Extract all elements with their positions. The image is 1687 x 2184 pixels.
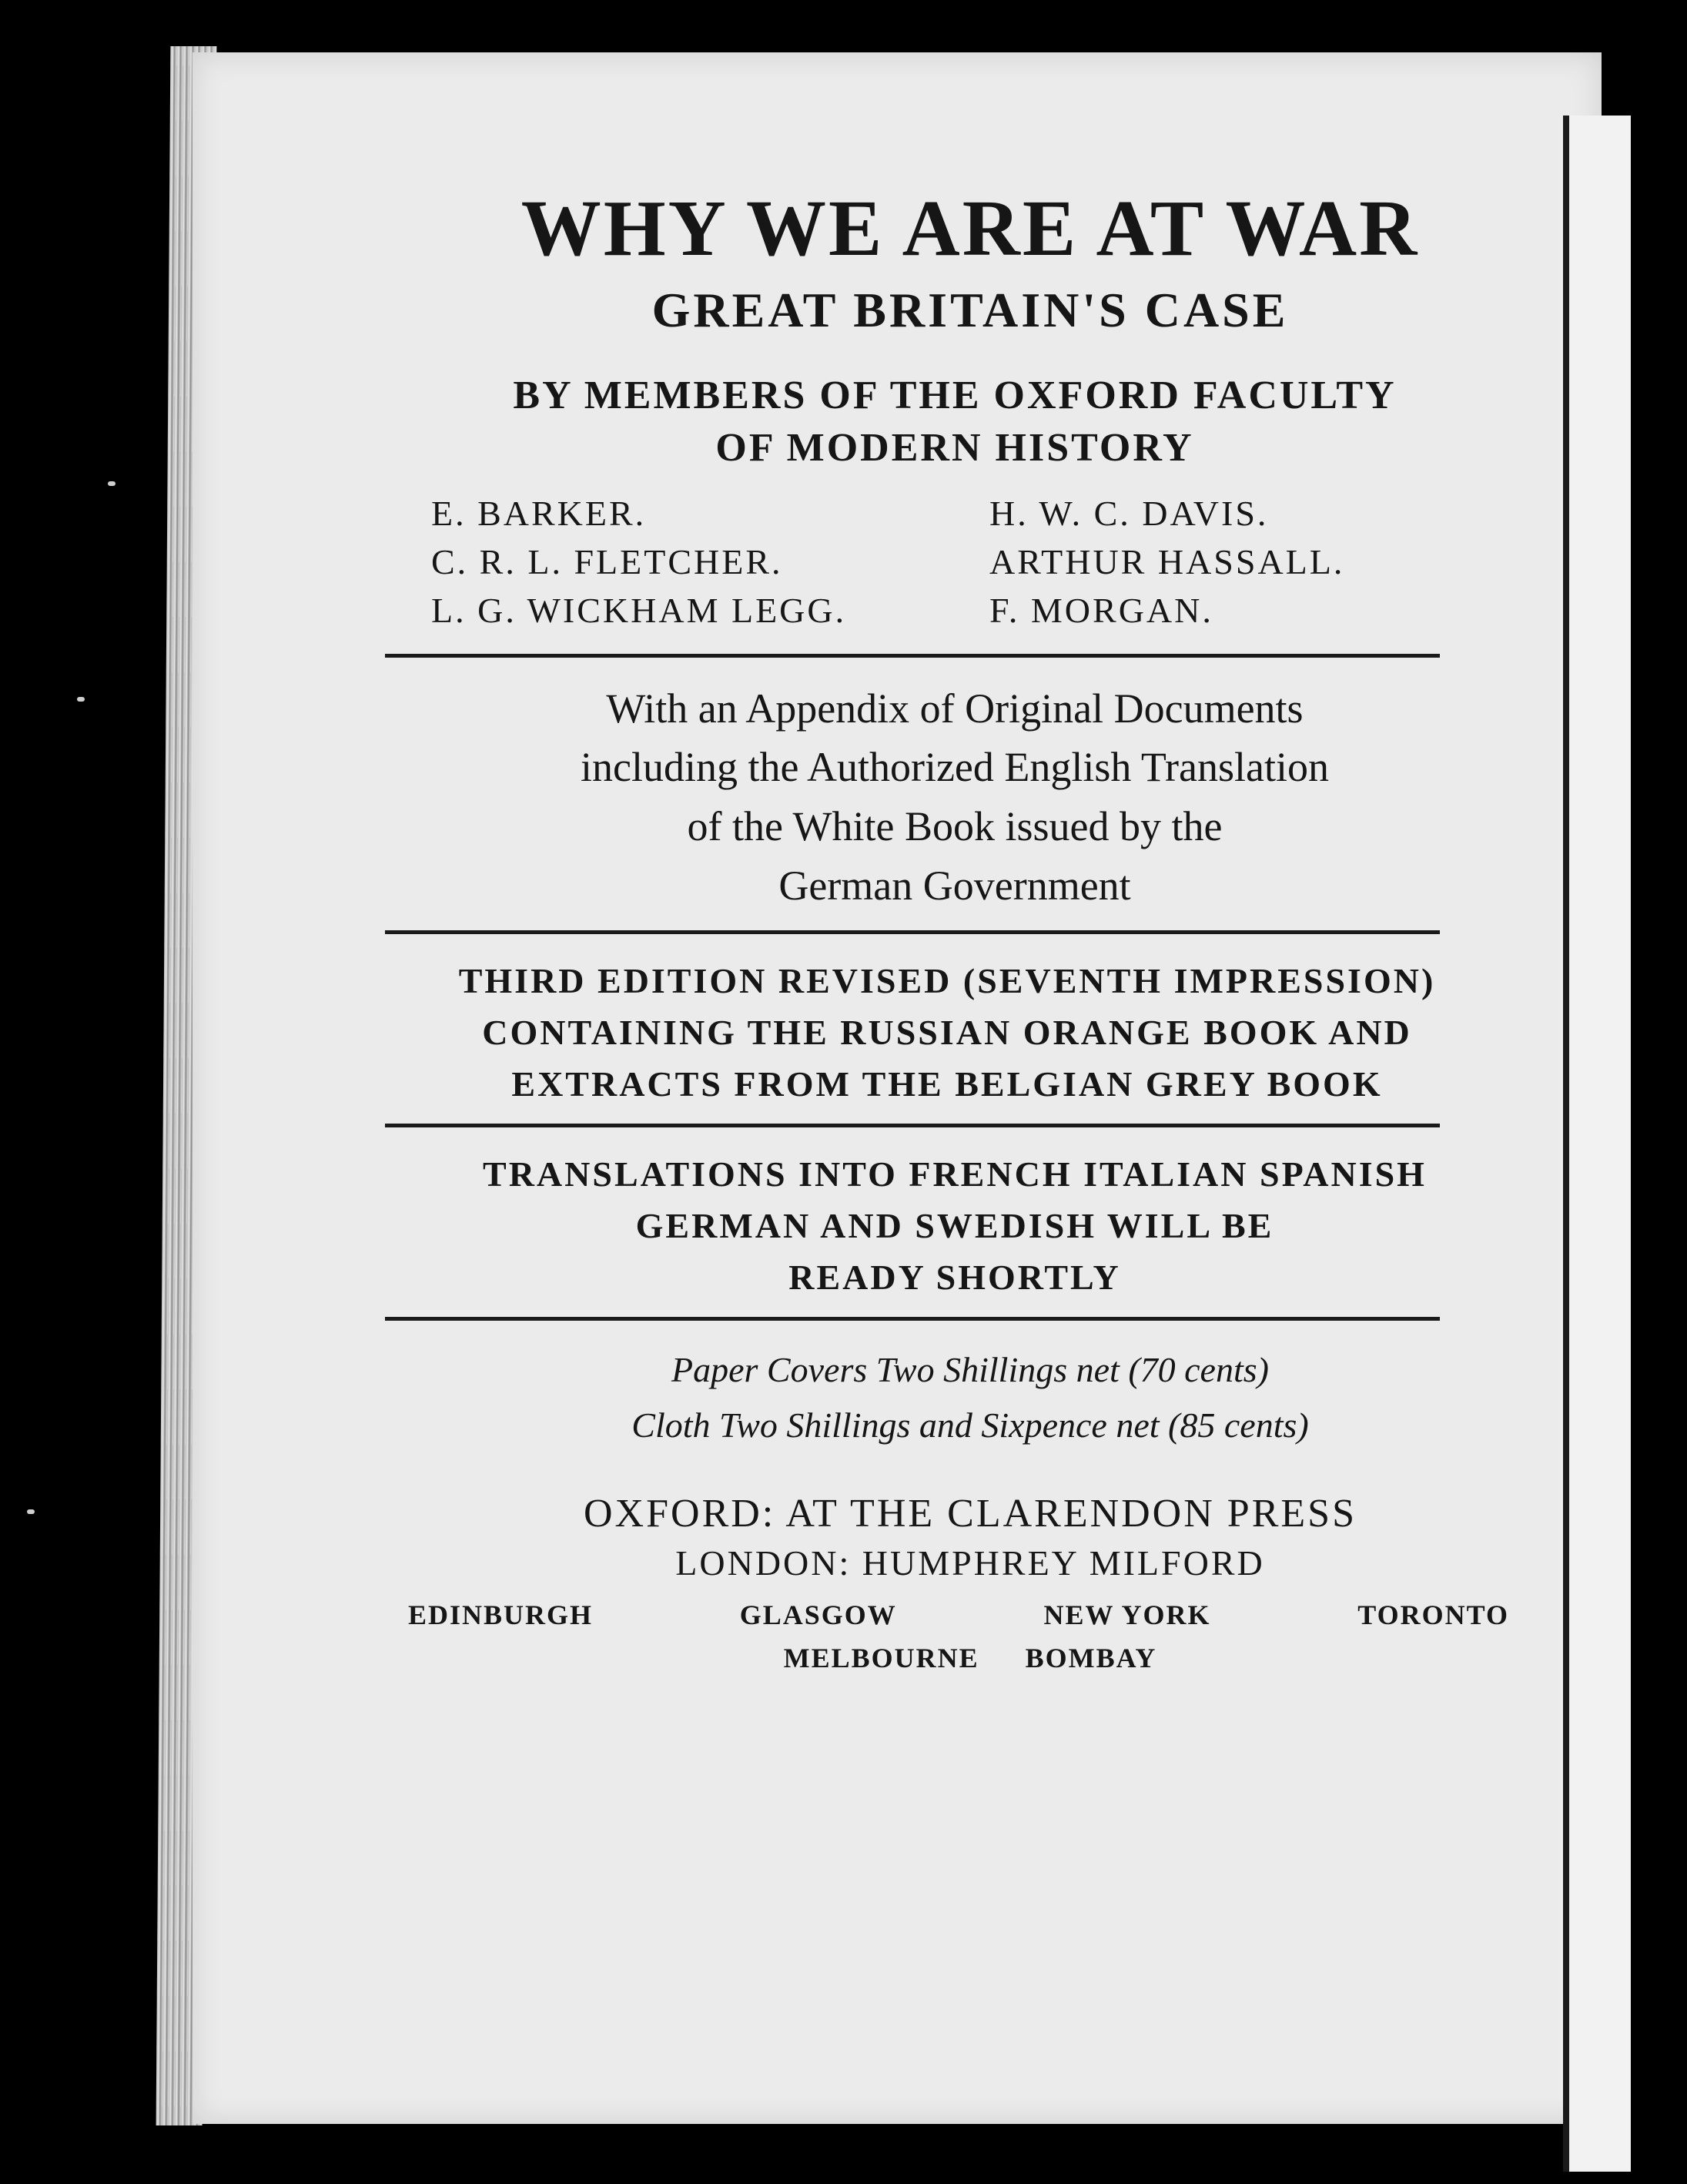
- city-name: BOMBAY: [1025, 1642, 1157, 1673]
- appendix-line: German Government: [778, 862, 1131, 909]
- city-name: NEW YORK: [1043, 1599, 1211, 1630]
- translations-line: GERMAN AND SWEDISH WILL BE: [635, 1206, 1274, 1246]
- divider-rule: [385, 1124, 1440, 1127]
- author-name: F. MORGAN.: [989, 590, 1213, 630]
- author-name: H. W. C. DAVIS.: [989, 493, 1269, 533]
- book-title: WHY WE ARE AT WAR: [520, 184, 1420, 273]
- city-list-2: [431, 1642, 1509, 1674]
- divider-rule: [385, 654, 1440, 658]
- edition-line: THIRD EDITION REVISED (SEVENTH IMPRESSION): [458, 961, 1436, 1001]
- author-list: [431, 493, 1509, 631]
- city-name: EDINBURGH: [408, 1599, 594, 1630]
- price-line: Cloth Two Shillings and Sixpence net (85 cents): [631, 1405, 1309, 1445]
- byline-line: OF MODERN HISTORY: [715, 425, 1194, 470]
- city-name: MELBOURNE: [783, 1642, 979, 1673]
- edition-note: [385, 956, 1509, 1110]
- appendix-line: including the Authorized English Translation: [581, 744, 1329, 791]
- author-name: ARTHUR HASSALL.: [989, 541, 1345, 581]
- author-name: C. R. L. FLETCHER.: [431, 541, 783, 581]
- title-page-content: [400, 185, 1509, 1674]
- scan-speck: [27, 1509, 35, 1514]
- price-line: Paper Covers Two Shillings net (70 cents): [671, 1350, 1269, 1390]
- scan-speck: [108, 481, 115, 486]
- translations-line: READY SHORTLY: [788, 1257, 1121, 1297]
- london-publisher-line: LONDON: HUMPHREY MILFORD: [675, 1543, 1265, 1583]
- author-name: E. BARKER.: [431, 493, 647, 533]
- translations-line: TRANSLATIONS INTO FRENCH ITALIAN SPANISH: [483, 1154, 1427, 1194]
- book-subtitle: GREAT BRITAIN'S CASE: [651, 283, 1289, 338]
- divider-rule: [385, 1317, 1440, 1321]
- appendix-note: [431, 679, 1478, 916]
- author-name: L. G. WICKHAM LEGG.: [431, 590, 847, 630]
- city-name: GLASGOW: [739, 1599, 897, 1630]
- byline: [400, 370, 1509, 474]
- city-list: [400, 1599, 1509, 1631]
- translations-note: [400, 1149, 1509, 1303]
- divider-rule: [385, 930, 1440, 934]
- cover-edge: [1563, 116, 1631, 2172]
- scan-speck: [77, 697, 85, 702]
- edition-line: EXTRACTS FROM THE BELGIAN GREY BOOK: [511, 1064, 1383, 1104]
- publisher-line: OXFORD: AT THE CLARENDON PRESS: [583, 1491, 1357, 1536]
- appendix-line: of the White Book issued by the: [687, 802, 1223, 849]
- city-name: TORONTO: [1357, 1599, 1509, 1630]
- price-note: [431, 1342, 1509, 1452]
- byline-line: BY MEMBERS OF THE OXFORD FACULTY: [513, 373, 1397, 418]
- appendix-line: With an Appendix of Original Documents: [606, 685, 1304, 732]
- edition-line: CONTAINING THE RUSSIAN ORANGE BOOK AND: [482, 1012, 1412, 1052]
